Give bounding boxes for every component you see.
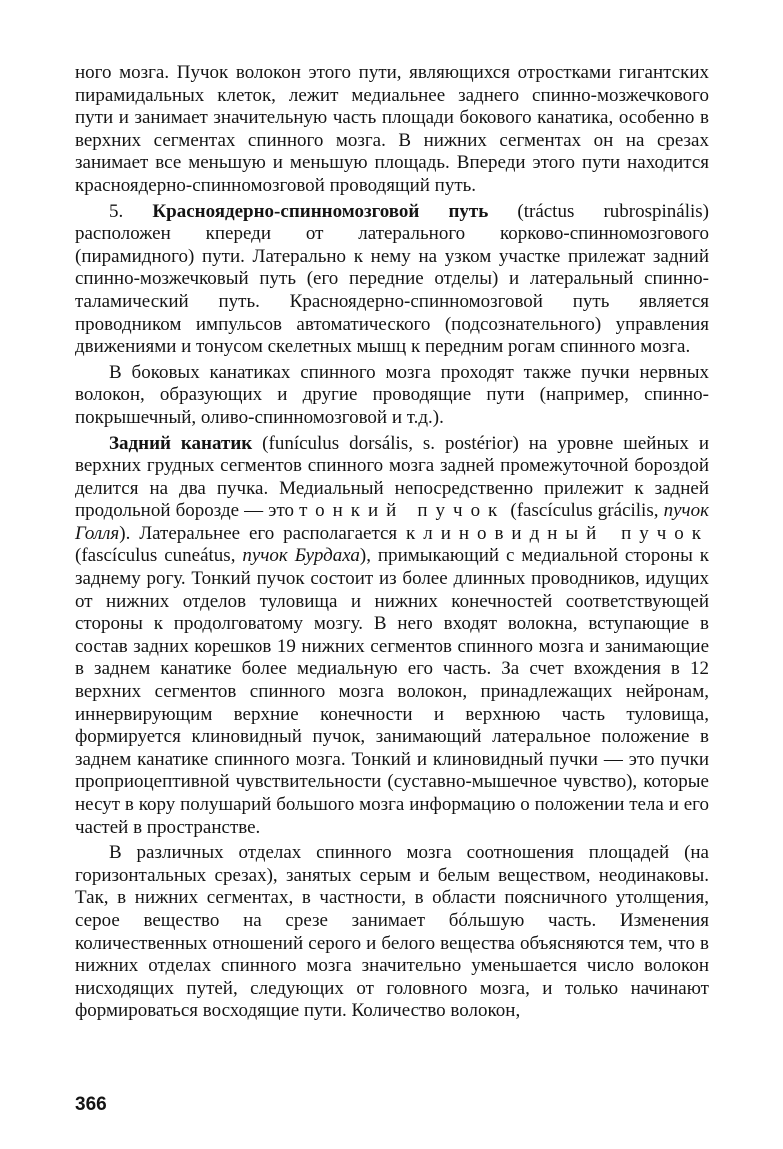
paragraph-2 bbox=[75, 201, 709, 359]
term-rubrospinal-tract: Красноядерно-спинномозговой путь bbox=[152, 200, 489, 222]
paragraph-4-text-5: ), примыкающий с медиальной стороны к заднему рогу. Тонкий пучок состоит из более длинных проводников, идущих от нижних отделов туловища и нижних конечностей соответствующей стороны к продолговатому мозгу. В него входят волокна, вступающие в состав задних корешков 19 нижних сегментов спинного мозга и занимающие в заднем канатике более медиальную его часть. За счет вхождения в 12 верхних сегментов спинного мозга волокон, принадлежащих нейронам, иннервирующим верхние конечности и верхнюю часть туловища, формируется клиновидный пучок, занимающий латеральное положение в заднем канатике спинного мозга. Тонкий и клиновидный пучки — это пучки проприоцептивной чувствительности (суставно-мышечное чувство), которые несут в кору полушарий большого мозга информацию о положении тела и его частей в пространстве. bbox=[75, 545, 709, 838]
page-number: 366 bbox=[75, 1094, 107, 1115]
paragraph-3: В боковых канатиках спинного мозга проходят также пучки нервных волокон, образующих и другие проводящие пути (например, спинно-покрышечный, оливо-спинномозговой и т.д.). bbox=[75, 361, 709, 428]
paragraph-4-text-1: (funículus dorsális, s. postérior) на уровне шейных и верхних грудных сегментов спинного мозга задней промежуточной бороздой делится на два пучка. Медиальный непосредственно прилежит к задней продольной борозде — это bbox=[75, 432, 709, 522]
page-body bbox=[75, 62, 709, 1023]
paragraph-4-text-3: ). Латеральнее его располагается bbox=[119, 522, 407, 544]
paragraph-2-text: расположен кпереди от латерального корково-спинномозгового (пирамидного) пути. Латерально к нему на узком участке прилежат задний спинно-мозжечковый путь (его передние отделы) и латеральный спинно-таламический путь. Красноядерно-спинномозговой путь является проводником импульсов автоматического (подсознательного) управления движениями и тонусом скелетных мышц к передним рогам спинного мозга. bbox=[75, 223, 709, 358]
spaced-term-cuneate: клиновидный пучок bbox=[406, 522, 709, 544]
paragraph-4 bbox=[75, 433, 709, 840]
item-number: 5. bbox=[109, 200, 153, 222]
italic-burdach: пучок Бурдаха bbox=[242, 545, 360, 567]
paragraph-1: ного мозга. Пучок волокон этого пути, являющихся отростками гигантских пирамидальных клеток, лежит медиальнее заднего спинно-мозжечкового пути и занимает значительную часть площади бокового канатика, особенно в верхних сегментах спинного мозга. В нижних сегментах он на срезах занимает все меньшую и меньшую площадь. Впереди этого пути находится красноядерно-спинномозговой проводящий путь. bbox=[75, 62, 709, 196]
spaced-term-gracile: тонкий пучок bbox=[299, 500, 506, 522]
term-posterior-funiculus: Задний канатик bbox=[109, 432, 253, 454]
latin-name: (tráctus rubrospinális) bbox=[488, 200, 710, 222]
paragraph-5: В различных отделах спинного мозга соотношения площадей (на горизонтальных срезах), занятых серым и белым веществом, неодинаковы. Так, в нижних сегментах, в частности, в области поясничного утолщения, серое вещество на срезе занимает бóльшую часть. Изменения количественных отношений серого и белого вещества объясняются тем, что в нижних отделах спинного мозга значительно уменьшается число волокон нисходящих путей, следующих от головного мозга, и только начинают формироваться восходящие пути. Количество волокон, bbox=[75, 842, 709, 1022]
italic-goll: пучок Голля bbox=[75, 500, 709, 544]
paragraph-4-text-2: (fascículus grácilis, bbox=[505, 500, 664, 522]
paragraph-4-text-4: (fascículus cuneátus, bbox=[75, 545, 243, 567]
